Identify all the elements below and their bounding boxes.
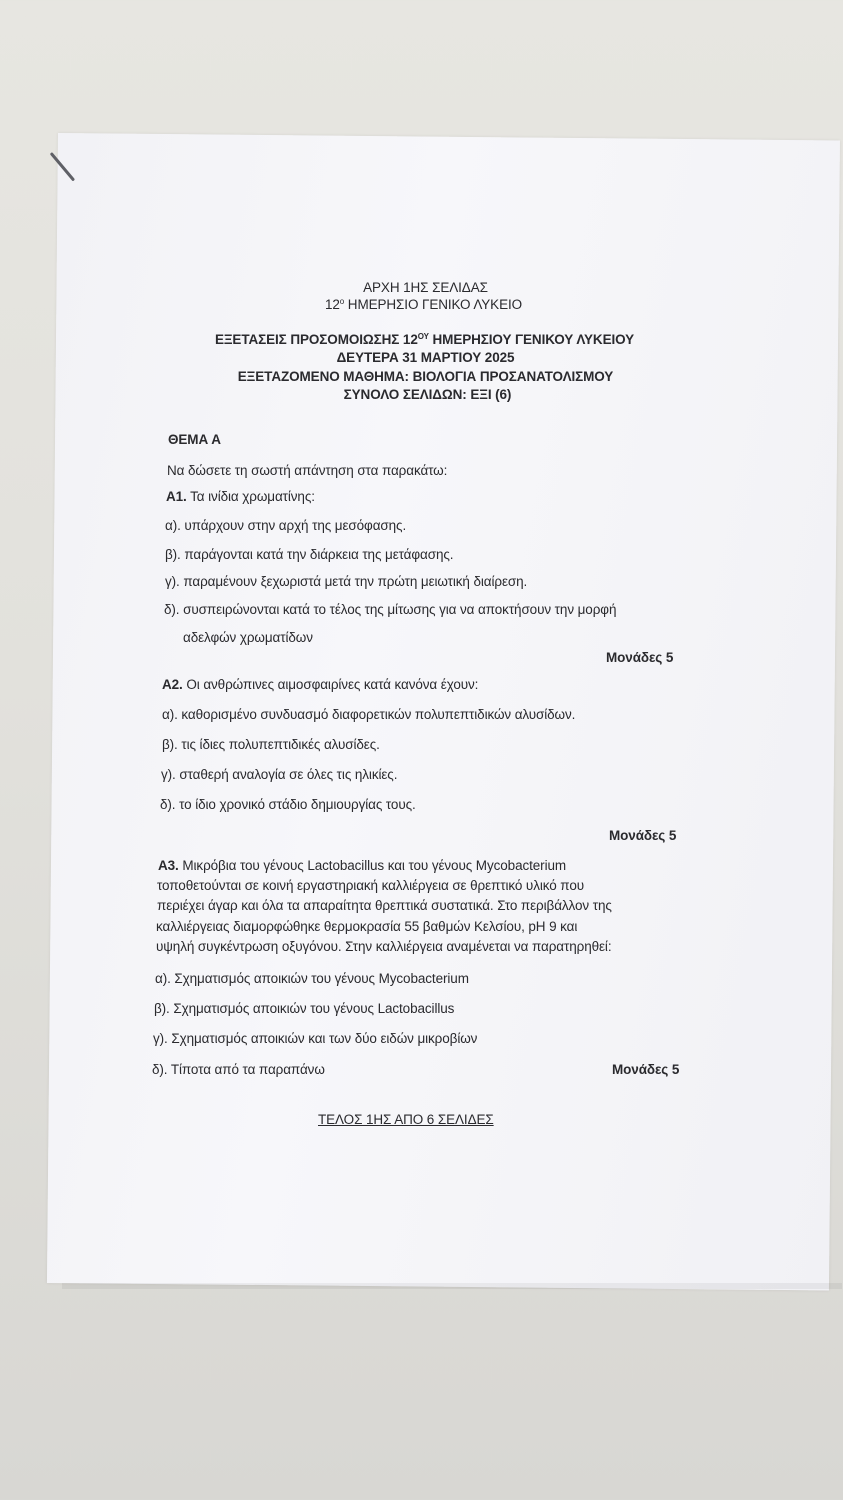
a2-option-b: β). τις ίδιες πολυπεπτιδικές αλυσίδες. <box>162 737 380 752</box>
a2-option-c: γ). σταθερή αναλογία σε όλες τις ηλικίες. <box>161 767 398 782</box>
a2-option-d: δ). το ίδιο χρονικό στάδιο δημιουργίας τους. <box>160 797 416 812</box>
exam-total-pages: ΣΥΝΟΛΟ ΣΕΛΙΔΩΝ: ΕΞΙ (6) <box>343 387 512 402</box>
a3-option-b: β). Σχηματισμός αποικιών του γένους Lactobacillus <box>154 1001 455 1016</box>
a3-option-a: α). Σχηματισμός αποικιών του γένους Mycobacterium <box>155 971 469 986</box>
page-end-footer: ΤΕΛΟΣ 1ΗΣ ΑΠΟ 6 ΣΕΛΙΔΕΣ <box>318 1112 494 1127</box>
section-instruction: Να δώσετε τη σωστή απάντηση στα παρακάτω: <box>167 463 448 478</box>
exam-subject: ΕΞΕΤΑΖΟΜΕΝΟ ΜΑΘΗΜΑ: ΒΙΟΛΟΓΙΑ ΠΡΟΣΑΝΑΤΟΛΙΣΜΟΥ <box>237 369 614 384</box>
a2-option-a: α). καθορισμένο συνδυασμό διαφορετικών πολυπεπτιδικών αλυσίδων. <box>162 707 576 722</box>
a3-text-line-2: τοποθετούνται σε κοινή εργαστηριακή καλλιέργεια σε θρεπτικό υλικό που <box>157 878 585 893</box>
a3-text-line-4: καλλιέργειας διαμορφώθηκε θερμοκρασία 55 βαθμών Κελσίου, pH 9 και <box>156 919 578 934</box>
a1-option-a: α). υπάρχουν στην αρχή της μεσόφασης. <box>165 518 407 533</box>
a3-marks: Μονάδες 5 <box>612 1062 680 1077</box>
question-a2: Α2. Οι ανθρώπινες αιμοσφαιρίνες κατά κανόνα έχουν: <box>162 677 479 692</box>
question-a1: Α1. Τα ινίδια χρωματίνης: <box>166 489 315 504</box>
paper-shadow <box>62 1283 842 1289</box>
a1-marks: Μονάδες 5 <box>606 650 674 665</box>
section-title: ΘΕΜΑ Α <box>168 432 221 447</box>
a1-option-d: δ). συσπειρώνονται κατά το τέλος της μίτωσης για να αποκτήσουν την μορφή <box>164 602 617 617</box>
a3-option-c: γ). Σχηματισμός αποικιών και των δύο ειδών μικροβίων <box>153 1031 478 1046</box>
question-a3: Α3. Μικρόβια του γένους Lactobacillus και του γένους Mycobacterium <box>158 858 567 873</box>
exam-title: ΕΞΕΤΑΣΕΙΣ ΠΡΟΣΟΜΟΙΩΣΗΣ $12^{O\Upsilon}$ ΗΜΕΡΗΣΙΟΥ ΓΕΝΙΚΟΥ ΛΥΚΕΙΟΥ <box>214 332 635 347</box>
a1-option-b: β). παράγονται κατά την διάρκεια της μετάφασης. <box>165 547 454 562</box>
a1-option-c: γ). παραμένουν ξεχωριστά μετά την πρώτη μειωτική διαίρεση. <box>165 574 528 589</box>
page-start-label: ΑΡΧΗ 1ΗΣ ΣΕΛΙΔΑΣ <box>363 280 488 295</box>
exam-date: ΔΕΥΤΕΡΑ 31 ΜΑΡΤΙΟΥ 2025 <box>336 350 515 365</box>
a3-option-d: δ). Τίποτα από τα παραπάνω <box>152 1062 325 1077</box>
a2-marks: Μονάδες 5 <box>609 828 677 843</box>
a3-text-line-3: περιέχει άγαρ και όλα τα απαραίτητα θρεπτικά συστατικά. Στο περιβάλλον της <box>157 898 612 913</box>
a3-text-line-5: υψηλή συγκέντρωση οξυγόνου. Στην καλλιέργεια αναμένεται να παρατηρηθεί: <box>156 939 612 954</box>
a1-option-d-continuation: αδελφών χρωματίδων <box>183 630 313 645</box>
school-name: $12^o$ ΗΜΕΡΗΣΙΟ ΓΕΝΙΚΟ ΛΥΚΕΙΟ <box>324 297 523 312</box>
